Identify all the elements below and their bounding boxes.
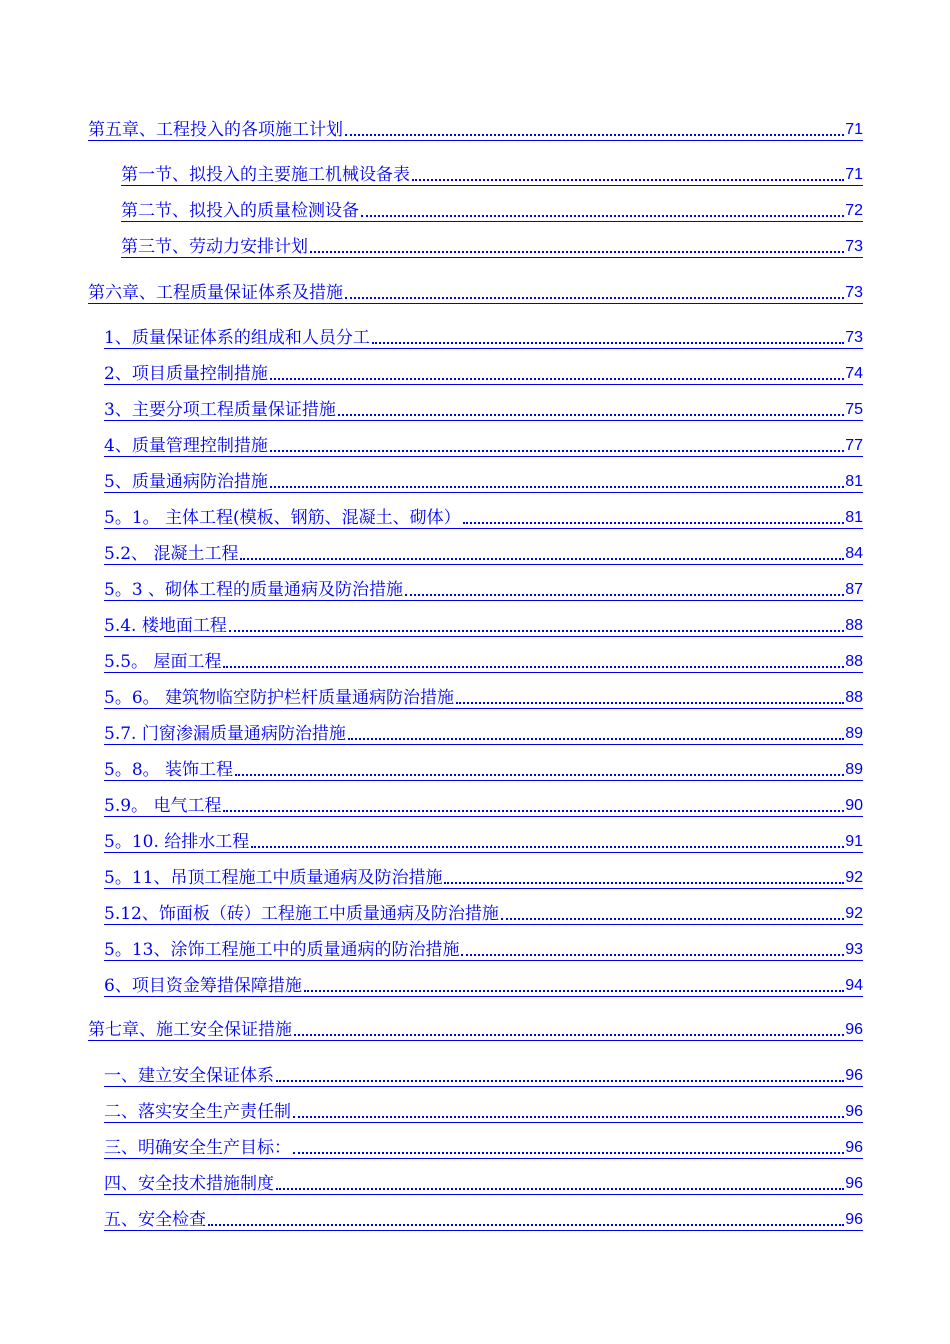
toc-page-number: 89	[845, 761, 863, 778]
toc-entry[interactable]	[104, 936, 863, 961]
toc-dot-leader	[338, 413, 844, 416]
toc-dot-leader	[293, 1151, 844, 1154]
toc-page-number: 88	[845, 617, 863, 634]
toc-page-number: 73	[845, 238, 863, 255]
toc-entry-title: 四、安全技术措施制度	[104, 1174, 274, 1194]
toc-dot-leader	[444, 881, 844, 884]
toc-dot-leader	[235, 773, 844, 776]
toc-dot-leader	[276, 1187, 844, 1190]
toc-entry-title: 一、建立安全保证体系	[104, 1066, 274, 1086]
toc-entry[interactable]	[104, 1098, 863, 1123]
toc-dot-leader	[240, 557, 844, 560]
toc-dot-leader	[270, 449, 844, 452]
toc-dot-leader	[461, 953, 844, 956]
toc-page-number: 96	[845, 1067, 863, 1084]
toc-entry[interactable]	[104, 540, 863, 565]
toc-entry-title: 5。11、吊顶工程施工中质量通病及防治措施	[104, 868, 443, 888]
toc-entry-title: 5.5。 屋面工程	[104, 652, 222, 672]
toc-page-number: 81	[845, 473, 863, 490]
toc-entry[interactable]	[104, 360, 863, 385]
toc-page-number: 74	[845, 365, 863, 382]
toc-page-number: 71	[845, 121, 863, 138]
toc-dot-leader	[304, 989, 844, 992]
toc-entry[interactable]	[104, 900, 863, 925]
toc-entry[interactable]	[88, 279, 863, 304]
toc-entry-title: 第二节、拟投入的质量检测设备	[121, 201, 359, 221]
toc-entry[interactable]	[121, 233, 863, 258]
toc-entry[interactable]	[104, 684, 863, 709]
toc-dot-leader	[310, 250, 844, 253]
toc-page-number: 96	[845, 1211, 863, 1228]
toc-page-number: 96	[845, 1139, 863, 1156]
toc-page-number: 89	[845, 725, 863, 742]
toc-entry-title: 1、质量保证体系的组成和人员分工	[104, 328, 370, 348]
toc-entry-title: 4、质量管理控制措施	[104, 436, 268, 456]
toc-page-number: 87	[845, 581, 863, 598]
toc-entry-title: 三、明确安全生产目标：	[104, 1138, 291, 1158]
toc-page-number: 75	[845, 401, 863, 418]
toc-entry-title: 3、主要分项工程质量保证措施	[104, 400, 336, 420]
toc-entry-title: 第三节、劳动力安排计划	[121, 237, 308, 257]
toc-entry-title: 5.4. 楼地面工程	[104, 616, 227, 636]
toc-entry[interactable]	[104, 612, 863, 637]
toc-dot-leader	[456, 701, 844, 704]
toc-dot-leader	[463, 521, 845, 524]
toc-dot-leader	[270, 485, 844, 488]
toc-entry-title: 5.7. 门窗渗漏质量通病防治措施	[104, 724, 346, 744]
toc-entry-title: 五、安全检查	[104, 1210, 206, 1230]
toc-dot-leader	[501, 917, 844, 920]
toc-dot-leader	[276, 1079, 844, 1082]
toc-page-number: 92	[845, 869, 863, 886]
toc-entry-title: 第七章、施工安全保证措施	[88, 1020, 292, 1040]
toc-entry[interactable]	[104, 1062, 863, 1087]
toc-page-number: 91	[845, 833, 863, 850]
toc-entry-title: 2、项目质量控制措施	[104, 364, 268, 384]
toc-entry-title: 6、项目资金筹措保障措施	[104, 976, 302, 996]
toc-entry-title: 5。13、涂饰工程施工中的质量通病的防治措施	[104, 940, 460, 960]
toc-dot-leader	[361, 214, 844, 217]
toc-dot-leader	[345, 296, 844, 299]
toc-dot-leader	[208, 1223, 844, 1226]
toc-dot-leader	[251, 845, 844, 848]
toc-page-number: 72	[845, 202, 863, 219]
toc-entry[interactable]	[104, 756, 863, 781]
toc-entry[interactable]	[104, 1134, 863, 1159]
toc-page-number: 96	[845, 1103, 863, 1120]
toc-page-number: 84	[845, 545, 863, 562]
toc-entry[interactable]	[104, 972, 863, 997]
toc-entry-title: 5。6。 建筑物临空防护栏杆质量通病防治措施	[104, 688, 455, 708]
toc-dot-leader	[294, 1033, 844, 1036]
toc-page-number: 73	[845, 284, 863, 301]
toc-page-number: 88	[845, 653, 863, 670]
toc-entry[interactable]	[104, 828, 863, 853]
toc-entry-title: 5。8。 装饰工程	[104, 760, 234, 780]
toc-dot-leader	[372, 341, 844, 344]
toc-entry[interactable]	[104, 648, 863, 673]
toc-dot-leader	[229, 629, 844, 632]
toc-page-number: 96	[845, 1175, 863, 1192]
toc-entry[interactable]	[104, 864, 863, 889]
toc-dot-leader	[223, 665, 844, 668]
toc-entry[interactable]	[104, 720, 863, 745]
toc-entry[interactable]	[104, 792, 863, 817]
toc-dot-leader	[223, 809, 844, 812]
toc-dot-leader	[405, 593, 844, 596]
toc-entry[interactable]	[104, 1206, 863, 1231]
toc-entry-title: 5。3 、砌体工程的质量通病及防治措施	[104, 580, 404, 600]
toc-page-number: 71	[845, 166, 863, 183]
toc-entry-title: 5.2、 混凝土工程	[104, 544, 239, 564]
toc-page-number: 73	[845, 329, 863, 346]
toc-dot-leader	[293, 1115, 844, 1118]
toc-entry[interactable]	[88, 1016, 863, 1041]
toc-dot-leader	[348, 737, 844, 740]
toc-entry[interactable]	[104, 1170, 863, 1195]
toc-page-number: 93	[845, 941, 863, 958]
toc-dot-leader	[270, 377, 844, 380]
toc-entry[interactable]	[104, 576, 863, 601]
toc-page-number: 90	[845, 797, 863, 814]
toc-entry[interactable]	[104, 468, 863, 493]
toc-page-number: 81	[845, 509, 863, 526]
toc-page-number: 92	[845, 905, 863, 922]
toc-page-number: 96	[845, 1021, 863, 1038]
toc-entry[interactable]	[121, 161, 863, 186]
toc-entry[interactable]	[104, 396, 863, 421]
toc-entry-title: 5。10. 给排水工程	[104, 832, 250, 852]
toc-entry[interactable]	[104, 504, 863, 529]
toc-page-number: 88	[845, 689, 863, 706]
toc-dot-leader	[345, 133, 844, 136]
toc-page-number: 94	[845, 977, 863, 994]
toc-dot-leader	[412, 178, 844, 181]
toc-entry-title: 第五章、工程投入的各项施工计划	[88, 120, 343, 140]
toc-entry[interactable]	[88, 116, 863, 141]
toc-entry-title: 5、质量通病防治措施	[104, 472, 268, 492]
toc-entry-title: 5.12、饰面板（砖）工程施工中质量通病及防治措施	[104, 904, 499, 924]
toc-entry[interactable]	[104, 324, 863, 349]
toc-entry-title: 5。1。 主体工程(模板、钢筋、混凝土、砌体）	[104, 508, 461, 528]
toc-entry[interactable]	[121, 197, 863, 222]
toc-entry-title: 5.9。 电气工程	[104, 796, 222, 816]
toc-entry-title: 第一节、拟投入的主要施工机械设备表	[121, 165, 410, 185]
toc-entry-title: 二、落实安全生产责任制	[104, 1102, 291, 1122]
toc-entry-title: 第六章、工程质量保证体系及措施	[88, 283, 343, 303]
toc-entry[interactable]	[104, 432, 863, 457]
toc-page-number: 77	[845, 437, 863, 454]
